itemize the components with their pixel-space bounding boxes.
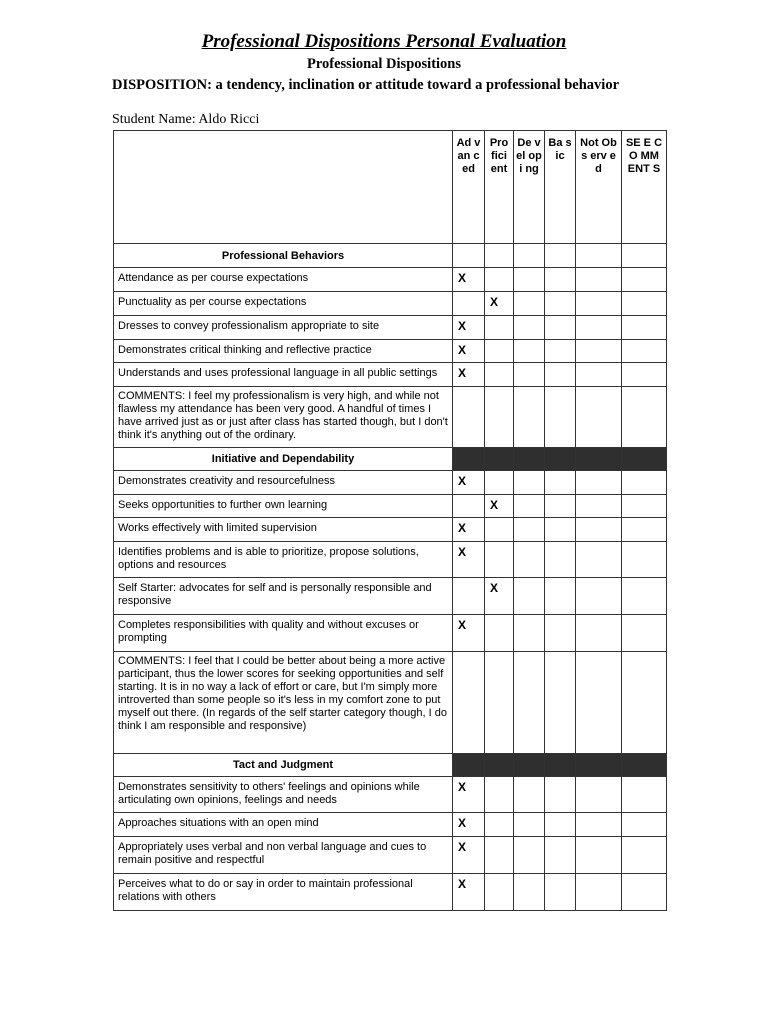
rating-mark: X	[485, 578, 514, 615]
rating-cell	[545, 615, 576, 652]
rating-mark: X	[453, 615, 485, 652]
rating-cell	[576, 578, 622, 615]
comment-rating-cell	[485, 652, 514, 754]
criterion-row	[114, 542, 667, 578]
rating-mark: X	[453, 542, 485, 578]
comment-rating-cell	[622, 652, 667, 754]
column-header-basic: Ba sic	[545, 131, 576, 244]
rating-cell	[545, 292, 576, 316]
rating-mark: X	[453, 316, 485, 340]
rating-cell	[576, 615, 622, 652]
rating-cell	[514, 340, 545, 363]
rating-cell	[485, 777, 514, 813]
criterion-label: Punctuality as per course expectations	[114, 292, 453, 316]
criterion-row	[114, 363, 667, 387]
criterion-row	[114, 837, 667, 874]
rating-cell	[576, 777, 622, 813]
section-heading-fill-cell	[514, 448, 545, 471]
rating-cell	[453, 292, 485, 316]
column-header-see-comments: SE E CO MM ENT S	[622, 131, 667, 244]
header-blank-cell	[114, 131, 453, 244]
rating-cell	[622, 542, 667, 578]
rating-mark: X	[453, 518, 485, 542]
criterion-label: Approaches situations with an open mind	[114, 813, 453, 837]
rating-cell	[514, 874, 545, 911]
section-heading-fill-cell	[622, 244, 667, 268]
rating-cell	[622, 495, 667, 518]
rating-cell	[514, 813, 545, 837]
criterion-row	[114, 518, 667, 542]
student-name: Student Name: Aldo Ricci	[112, 112, 260, 127]
rating-cell	[622, 471, 667, 495]
criterion-row	[114, 268, 667, 292]
criterion-row	[114, 471, 667, 495]
rating-cell	[622, 292, 667, 316]
rating-cell	[545, 578, 576, 615]
section-heading-fill-cell	[545, 244, 576, 268]
criterion-label: Demonstrates critical thinking and reflective practice	[114, 340, 453, 363]
criterion-label: Identifies problems and is able to prioritize, propose solutions, options and resources	[114, 542, 453, 578]
rating-mark: X	[485, 292, 514, 316]
section-heading-fill-cell	[485, 754, 514, 777]
comment-rating-cell	[622, 387, 667, 448]
criterion-row	[114, 777, 667, 813]
rating-cell	[485, 874, 514, 911]
section-heading-fill-cell	[576, 448, 622, 471]
column-header-row	[114, 131, 667, 244]
rating-cell	[622, 777, 667, 813]
criterion-label: Attendance as per course expectations	[114, 268, 453, 292]
rating-cell	[622, 268, 667, 292]
rating-cell	[485, 471, 514, 495]
document-subtitle: Professional Dispositions	[306, 56, 462, 72]
comment-row	[114, 652, 667, 754]
section-heading-fill-cell	[576, 754, 622, 777]
rating-cell	[576, 268, 622, 292]
criterion-label: Works effectively with limited supervision	[114, 518, 453, 542]
criterion-row	[114, 316, 667, 340]
rating-cell	[514, 268, 545, 292]
rating-cell	[514, 837, 545, 874]
rating-cell	[485, 542, 514, 578]
comment-text: COMMENTS: I feel that I could be better about being a more active participant, thus the lower scores for seeking opportunities and self starting. It is in no way a lack of effort or care, but I'm simply more introverted than some people so it's less in my comfort zone to put myself out there. (In regards of the self starter category though, I do think I am responsible and responsive)	[114, 652, 453, 754]
section-heading: Tact and Judgment	[114, 754, 453, 777]
rating-cell	[545, 340, 576, 363]
criterion-label: Self Starter: advocates for self and is personally responsible and responsive	[114, 578, 453, 615]
criterion-row	[114, 495, 667, 518]
rating-cell	[485, 363, 514, 387]
section-heading-row	[114, 754, 667, 777]
rating-cell	[545, 363, 576, 387]
rating-cell	[514, 292, 545, 316]
comment-rating-cell	[545, 652, 576, 754]
rating-cell	[545, 837, 576, 874]
section-heading: Initiative and Dependability	[114, 448, 453, 471]
rating-mark: X	[453, 340, 485, 363]
rating-mark: X	[453, 837, 485, 874]
criterion-label: Dresses to convey professionalism appropriate to site	[114, 316, 453, 340]
column-header-proficient: Pro fici ent	[485, 131, 514, 244]
rating-cell	[453, 578, 485, 615]
comment-row	[114, 387, 667, 448]
rating-cell	[622, 813, 667, 837]
comment-rating-cell	[545, 387, 576, 448]
rating-cell	[576, 518, 622, 542]
rating-cell	[576, 874, 622, 911]
rating-cell	[545, 518, 576, 542]
rating-cell	[622, 615, 667, 652]
rating-cell	[453, 495, 485, 518]
criterion-row	[114, 340, 667, 363]
section-heading-fill-cell	[453, 754, 485, 777]
rating-cell	[622, 874, 667, 911]
section-heading-fill-cell	[485, 448, 514, 471]
rating-cell	[576, 340, 622, 363]
comment-rating-cell	[576, 652, 622, 754]
rating-cell	[485, 316, 514, 340]
rating-cell	[514, 471, 545, 495]
rating-cell	[576, 837, 622, 874]
rating-cell	[576, 363, 622, 387]
section-heading-fill-cell	[514, 244, 545, 268]
criterion-label: Completes responsibilities with quality and without excuses or prompting	[114, 615, 453, 652]
rating-cell	[622, 837, 667, 874]
rating-cell	[622, 316, 667, 340]
rating-mark: X	[453, 363, 485, 387]
criterion-label: Seeks opportunities to further own learning	[114, 495, 453, 518]
rating-cell	[545, 495, 576, 518]
rating-cell	[514, 518, 545, 542]
rating-cell	[485, 837, 514, 874]
rating-cell	[545, 813, 576, 837]
rating-cell	[576, 495, 622, 518]
rating-cell	[545, 268, 576, 292]
criterion-row	[114, 874, 667, 911]
rating-cell	[514, 495, 545, 518]
rating-cell	[485, 615, 514, 652]
criterion-row	[114, 615, 667, 652]
column-header-not-observed: Not Obs erv ed	[576, 131, 622, 244]
criterion-label: Demonstrates creativity and resourcefulness	[114, 471, 453, 495]
rating-cell	[622, 340, 667, 363]
rating-cell	[576, 813, 622, 837]
rating-cell	[576, 292, 622, 316]
rating-cell	[545, 471, 576, 495]
criterion-label: Perceives what to do or say in order to maintain professional relations with others	[114, 874, 453, 911]
rating-cell	[576, 316, 622, 340]
comment-rating-cell	[514, 652, 545, 754]
section-heading-fill-cell	[485, 244, 514, 268]
rating-cell	[514, 363, 545, 387]
criterion-label: Demonstrates sensitivity to others' feelings and opinions while articulating own opinions, feelings and needs	[114, 777, 453, 813]
rating-mark: X	[453, 777, 485, 813]
rating-cell	[545, 874, 576, 911]
rating-mark: X	[453, 874, 485, 911]
criterion-row	[114, 292, 667, 316]
rating-mark: X	[453, 813, 485, 837]
rating-cell	[514, 615, 545, 652]
section-heading-fill-cell	[545, 448, 576, 471]
comment-rating-cell	[485, 387, 514, 448]
rating-cell	[485, 268, 514, 292]
rating-cell	[545, 777, 576, 813]
rating-cell	[545, 542, 576, 578]
comment-rating-cell	[576, 387, 622, 448]
criterion-row	[114, 813, 667, 837]
column-header-developing: De vel opi ng	[514, 131, 545, 244]
rating-mark: X	[453, 268, 485, 292]
section-heading-fill-cell	[545, 754, 576, 777]
section-heading-fill-cell	[622, 754, 667, 777]
section-heading-fill-cell	[453, 448, 485, 471]
rating-mark: X	[453, 471, 485, 495]
comment-rating-cell	[453, 652, 485, 754]
criterion-label: Appropriately uses verbal and non verbal language and cues to remain positive and respectful	[114, 837, 453, 874]
rating-cell	[576, 471, 622, 495]
comment-text: COMMENTS: I feel my professionalism is very high, and while not flawless my attendance has been very good. A handful of times I have arrived just as or just after class has started though, but I don't think it's anything out of the ordinary.	[114, 387, 453, 448]
document-title: Professional Dispositions Personal Evaluation	[201, 31, 567, 52]
rating-cell	[514, 542, 545, 578]
section-heading-fill-cell	[453, 244, 485, 268]
rating-cell	[622, 578, 667, 615]
rating-mark: X	[485, 495, 514, 518]
criterion-label: Understands and uses professional language in all public settings	[114, 363, 453, 387]
rating-cell	[485, 813, 514, 837]
rating-cell	[514, 777, 545, 813]
comment-rating-cell	[514, 387, 545, 448]
rating-cell	[576, 542, 622, 578]
rating-cell	[485, 518, 514, 542]
section-heading-row	[114, 244, 667, 268]
rating-cell	[485, 340, 514, 363]
disposition-definition: DISPOSITION: a tendency, inclination or attitude toward a professional behavior	[112, 77, 620, 93]
rating-cell	[545, 316, 576, 340]
section-heading-fill-cell	[576, 244, 622, 268]
evaluation-table	[113, 130, 667, 911]
section-heading-fill-cell	[622, 448, 667, 471]
section-heading: Professional Behaviors	[114, 244, 453, 268]
column-header-advanced: Ad van ced	[453, 131, 485, 244]
section-heading-row	[114, 448, 667, 471]
criterion-row	[114, 578, 667, 615]
comment-rating-cell	[453, 387, 485, 448]
rating-cell	[622, 363, 667, 387]
rating-cell	[514, 316, 545, 340]
section-heading-fill-cell	[514, 754, 545, 777]
rating-cell	[622, 518, 667, 542]
rating-cell	[514, 578, 545, 615]
